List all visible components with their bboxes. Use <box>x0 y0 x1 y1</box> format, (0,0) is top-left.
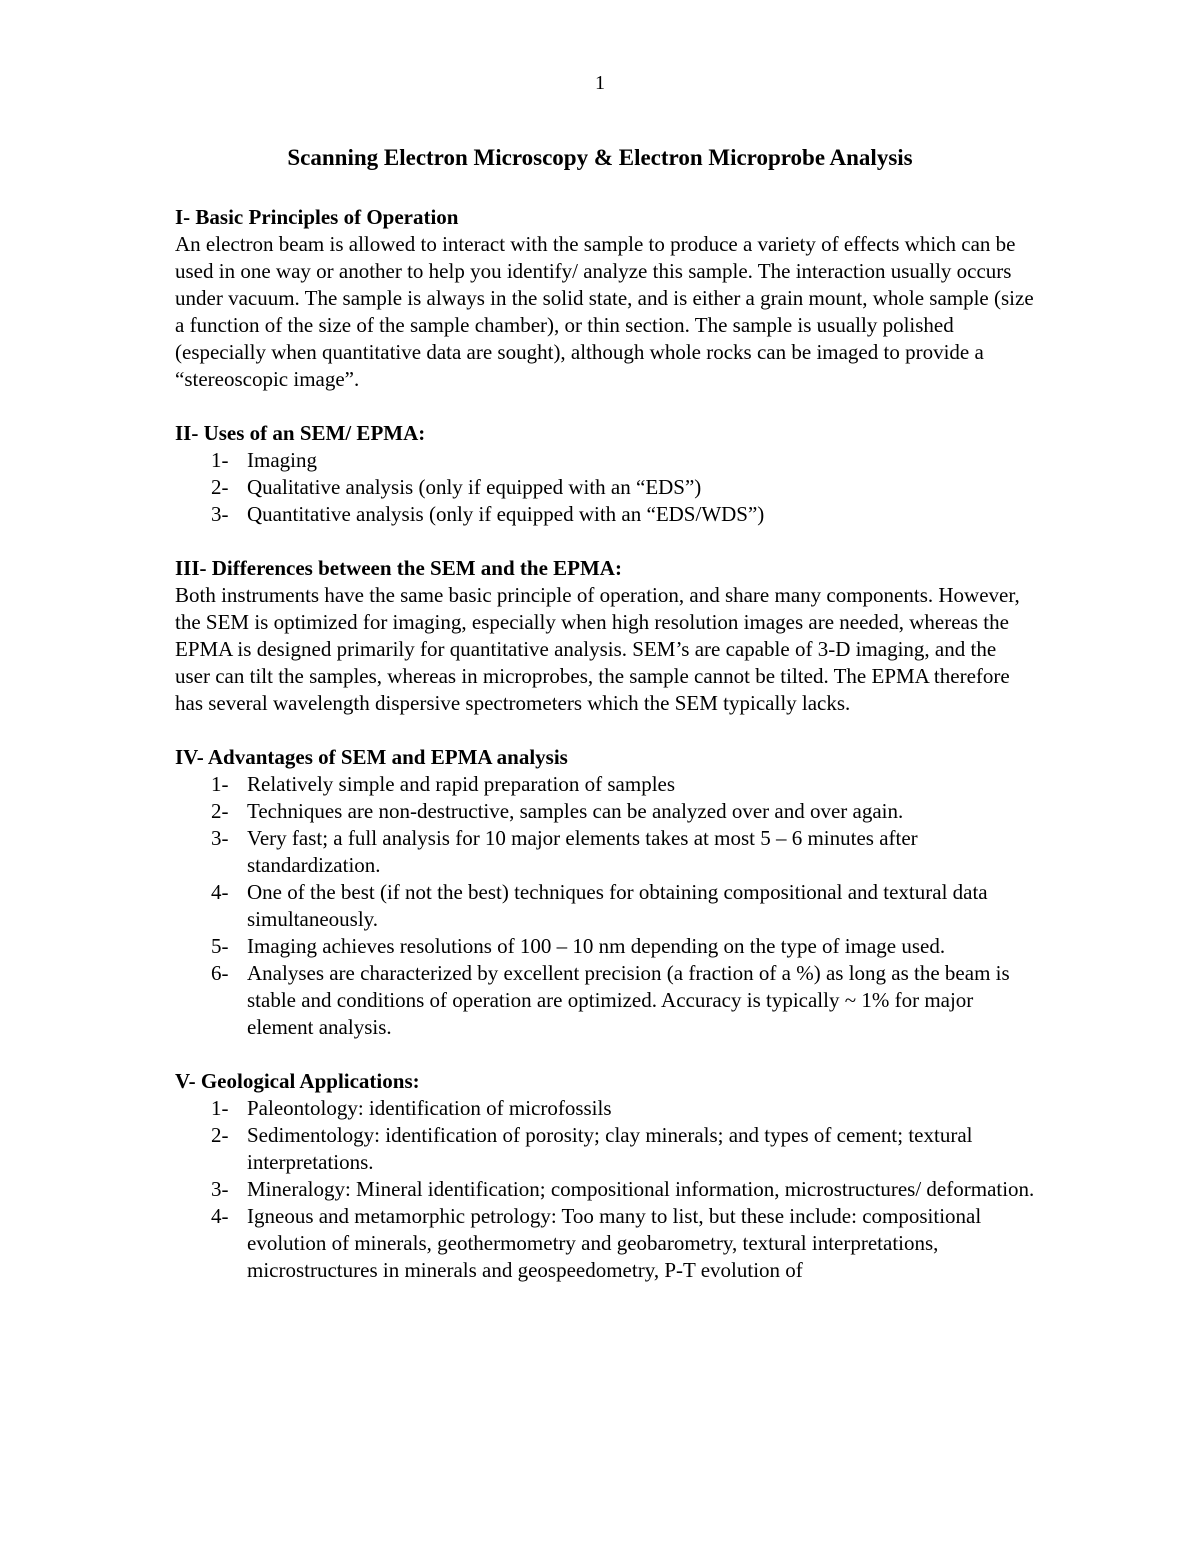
list-item <box>175 879 1035 933</box>
document-body <box>175 204 1035 1311</box>
section-paragraph: Both instruments have the same basic principle of operation, and share many components. However, the SEM is optimized for imaging, especially when high resolution images are needed, whereas the EPMA is designed primarily for quantitative analysis. SEM’s are capable of 3-D imaging, and the user can tilt the samples, whereas in microprobes, the sample cannot be tilted. The EPMA therefore has several wavelength dispersive spectrometers which the SEM typically lacks. <box>175 583 1020 715</box>
document-title: Scanning Electron Microscopy & Electron Microprobe Analysis <box>287 145 913 170</box>
list-text: Mineralogy: Mineral identification; compositional information, microstructures/ deformation. <box>247 1177 1035 1201</box>
list-text: Igneous and metamorphic petrology: Too many to list, but these include: compositional evolution of minerals, geothermometry and geobarometry, textural interpretations, microstructures in minerals and geospeedometry, P-T evolution of <box>247 1204 982 1282</box>
list-text: Very fast; a full analysis for 10 major elements takes at most 5 – 6 minutes after standardization. <box>247 826 918 877</box>
list-item <box>175 474 1035 501</box>
section-uses <box>175 420 1035 528</box>
list-number: 5- <box>211 934 229 958</box>
section-heading: V- Geological Applications: <box>175 1069 420 1093</box>
list-item <box>175 447 1035 474</box>
list-number: 2- <box>211 799 229 823</box>
list-item <box>175 1176 1035 1203</box>
list-text: Techniques are non-destructive, samples can be analyzed over and over again. <box>247 799 904 823</box>
list-number: 2- <box>211 475 229 499</box>
list-text: Analyses are characterized by excellent precision (a fraction of a %) as long as the beam is stable and conditions of operation are optimized. Accuracy is typically ~ 1% for major element analysis. <box>247 961 1010 1039</box>
list-item <box>175 1203 1035 1284</box>
list-item <box>175 798 1035 825</box>
list-text: Qualitative analysis (only if equipped with an “EDS”) <box>247 475 702 499</box>
list-item <box>175 825 1035 879</box>
list-item <box>175 960 1035 1041</box>
list-item <box>175 501 1035 528</box>
list-item <box>175 933 1035 960</box>
section-differences <box>175 555 1035 717</box>
section-heading: II- Uses of an SEM/ EPMA: <box>175 421 426 445</box>
section-heading: III- Differences between the SEM and the EPMA: <box>175 556 622 580</box>
section-paragraph: An electron beam is allowed to interact with the sample to produce a variety of effects which can be used in one way or another to help you identify/ analyze this sample. The interaction usually occurs under vacuum. The sample is always in the solid state, and is either a grain mount, whole sample (size a function of the size of the sample chamber), or thin section. The sample is usually polished (especially when quantitative data are sought), although whole rocks can be imaged to provide a “stereoscopic image”. <box>175 232 1034 391</box>
list-item <box>175 1122 1035 1176</box>
list-number: 2- <box>211 1123 229 1147</box>
list-item <box>175 771 1035 798</box>
list-number: 1- <box>211 1096 229 1120</box>
list-number: 4- <box>211 1204 229 1228</box>
list-number: 3- <box>211 502 229 526</box>
section-advantages <box>175 744 1035 1041</box>
section-heading: I- Basic Principles of Operation <box>175 205 459 229</box>
list-text: Relatively simple and rapid preparation of samples <box>247 772 676 796</box>
list-text: Quantitative analysis (only if equipped with an “EDS/WDS”) <box>247 502 765 526</box>
numbered-list <box>175 1095 1035 1284</box>
list-text: Sedimentology: identification of porosity; clay minerals; and types of cement; textural interpretations. <box>247 1123 973 1174</box>
list-number: 3- <box>211 1177 229 1201</box>
list-text: One of the best (if not the best) techniques for obtaining compositional and textural data simultaneously. <box>247 880 988 931</box>
list-number: 1- <box>211 448 229 472</box>
section-basic-principles <box>175 204 1035 393</box>
list-item <box>175 1095 1035 1122</box>
list-number: 3- <box>211 826 229 850</box>
list-text: Imaging achieves resolutions of 100 – 10 nm depending on the type of image used. <box>247 934 946 958</box>
section-geological-applications <box>175 1068 1035 1284</box>
list-number: 6- <box>211 961 229 985</box>
list-number: 1- <box>211 772 229 796</box>
list-text: Paleontology: identification of microfossils <box>247 1096 612 1120</box>
section-heading: IV- Advantages of SEM and EPMA analysis <box>175 745 568 769</box>
list-number: 4- <box>211 880 229 904</box>
numbered-list <box>175 771 1035 1041</box>
list-text: Imaging <box>247 448 317 472</box>
numbered-list <box>175 447 1035 528</box>
page-number: 1 <box>595 72 605 94</box>
